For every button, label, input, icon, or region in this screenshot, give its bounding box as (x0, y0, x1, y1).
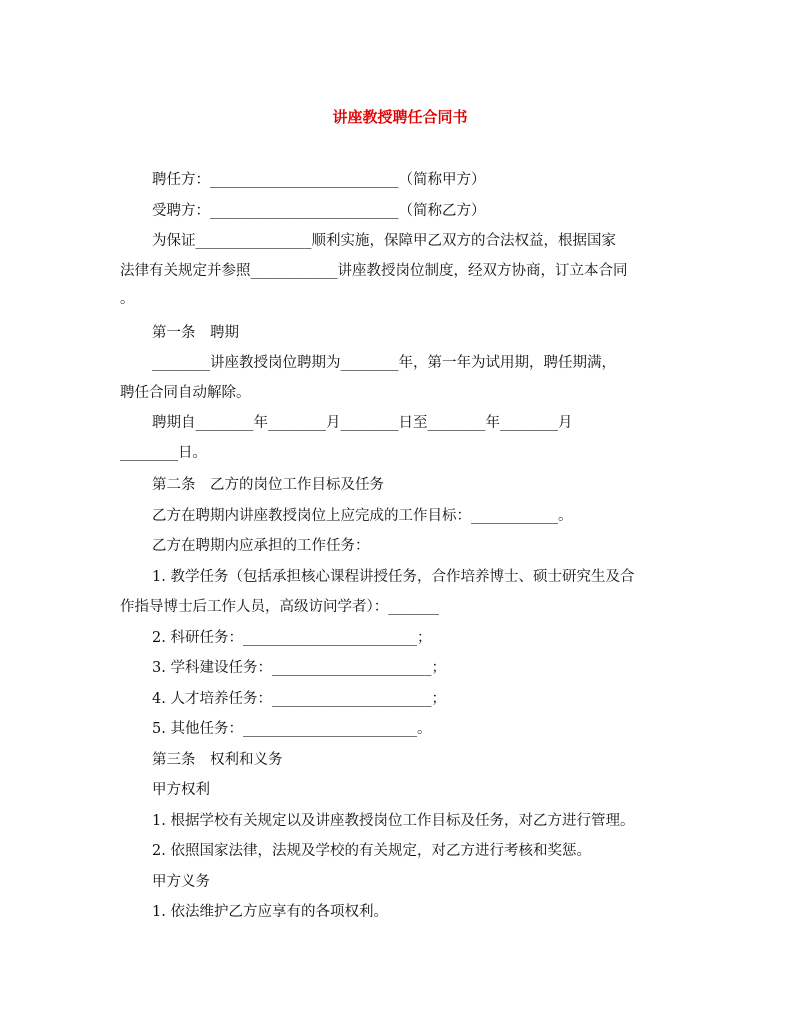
rights-item: 1. 根据学校有关规定以及讲座教授岗位工作目标及任务，对乙方进行管理。 (152, 813, 635, 829)
section-heading: 第一条 聘期 (152, 325, 239, 341)
section-heading: 第二条 乙方的岗位工作目标及任务 (152, 477, 384, 493)
section-heading: 第三条 权利和义务 (152, 752, 283, 768)
duty-item: 1. 依法维护乙方应享有的各项权利。 (152, 904, 388, 920)
text-line: ________日。 (120, 445, 207, 461)
text-line: 作指导博士后工作人员，高级访问学者）：_______ (120, 599, 439, 615)
text-line: 乙方在聘期内应承担的工作任务： (152, 538, 370, 554)
text-line: 乙方在聘期内讲座教授岗位上应完成的工作目标：____________。 (152, 508, 573, 524)
text-line: 法律有关规定并参照____________讲座教授岗位制度，经双方协商，订立本合同 (120, 263, 628, 279)
text-line: 聘任合同自动解除。 (120, 385, 251, 401)
text-line: 受聘方：__________________________（简称乙方） (152, 203, 486, 219)
text-line: ________讲座教授岗位聘期为________年，第一年为试用期，聘任期满， (152, 355, 616, 371)
text-line: 。 (120, 291, 135, 307)
task-item: 5. 其他任务：________________________。 (152, 721, 432, 737)
text-line: 为保证________________顺利实施，保障甲乙双方的合法权益，根据国家 (152, 233, 616, 249)
subsection-heading: 甲方权利 (152, 782, 210, 798)
text-line: 聘任方：__________________________（简称甲方） (152, 172, 486, 188)
task-item: 1. 教学任务（包括承担核心课程讲授任务，合作培养博士、硕士研究生及合 (152, 569, 635, 585)
text-line: 聘期自________年________月________日至________年________月 (152, 415, 573, 431)
task-item: 2. 科研任务：________________________； (152, 630, 432, 646)
task-item: 4. 人才培养任务：______________________； (152, 691, 446, 707)
document-title: 讲座教授聘任合同书 (332, 108, 468, 126)
rights-item: 2. 依照国家法律，法规及学校的有关规定，对乙方进行考核和奖惩。 (152, 843, 591, 859)
subsection-heading: 甲方义务 (152, 874, 210, 890)
task-item: 3. 学科建设任务：______________________； (152, 660, 446, 676)
